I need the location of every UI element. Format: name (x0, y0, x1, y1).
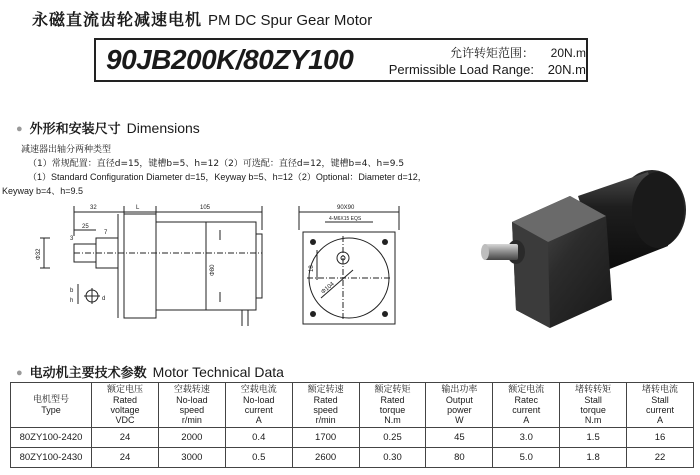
table-row (11, 448, 694, 468)
dim-phi32: Φ32 (36, 248, 42, 260)
cell-output-power: 80 (426, 448, 493, 468)
col-header-stall-current: 堵转电流 Stall current A (627, 383, 694, 428)
cell-rated-current: 3.0 (493, 428, 560, 448)
cell-rated-torque: 0.25 (359, 428, 426, 448)
model-box (94, 38, 588, 82)
cell-noload-current: 0.5 (225, 448, 292, 468)
cell-noload-current: 0.4 (225, 428, 292, 448)
side-view-drawing (30, 200, 308, 352)
cell-stall-current: 22 (627, 448, 694, 468)
cell-stall-current: 16 (627, 428, 694, 448)
col-header-noload-speed: 空载转速 No-load speed r/min (158, 383, 225, 428)
load-range-en (364, 62, 586, 77)
dimensions-heading (16, 118, 200, 137)
shaft-note-title: 减速器出轴分两种类型 (21, 145, 112, 155)
front-dim-pcd: Φ104 (320, 281, 336, 296)
front-dim-18: 18 (309, 265, 315, 272)
cell-rated-speed: 2600 (292, 448, 359, 468)
col-header-noload-current: 空载电流 No-load current A (225, 383, 292, 428)
cell-rated-voltage: 24 (92, 448, 159, 468)
dim-105: 105 (200, 205, 211, 211)
cell-rated-voltage: 24 (92, 428, 159, 448)
dimensions-heading-en: Dimensions (126, 120, 200, 136)
cell-output-power: 45 (426, 428, 493, 448)
cell-type: 80ZY100-2430 (11, 448, 92, 468)
table-row (11, 428, 694, 448)
cell-rated-torque: 0.30 (359, 448, 426, 468)
col-header-type: 电机型号 Type (11, 383, 92, 428)
cell-stall-torque: 1.8 (560, 448, 627, 468)
col-header-stall-torque: 堵转转矩 Stall torque N.m (560, 383, 627, 428)
cell-type: 80ZY100-2420 (11, 428, 92, 448)
tech-data-heading-cn: 电动机主要技术参数 (29, 366, 147, 381)
load-range-cn (364, 44, 586, 61)
model-code: 90JB200K/80ZY100 (106, 44, 354, 75)
dimensions-heading-cn: 外形和安装尺寸 (29, 122, 121, 137)
cell-noload-speed: 2000 (158, 428, 225, 448)
dim-32: 32 (90, 205, 97, 211)
front-hole-spec: 4-M6X15 EQS (329, 216, 362, 222)
col-header-rated-torque: 额定转矩 Rated torque N.m (359, 383, 426, 428)
page-title (32, 7, 372, 30)
dim-3: 3 (70, 236, 74, 242)
load-range-value-en: 20N.m (547, 62, 586, 77)
load-range-label-en: Permissible Load Range: (388, 62, 534, 77)
shaft-note-en: （1）Standard Configuration Diameter d=15，Keyway b=5、h=12（2）Optional：Diameter d=12， (28, 172, 427, 182)
dim-7: 7 (104, 230, 108, 236)
cell-noload-speed: 3000 (158, 448, 225, 468)
bullet-icon: ● (16, 123, 23, 135)
dim-b: b (70, 288, 74, 294)
dim-phi80: Φ80 (210, 264, 216, 276)
table-header-row (11, 383, 694, 428)
col-header-rated-voltage: 额定电压 Rated voltage VDC (92, 383, 159, 428)
tech-data-heading (16, 362, 284, 381)
tech-data-heading-en: Motor Technical Data (152, 364, 284, 380)
dim-d: d (102, 296, 106, 302)
shaft-note-cn: （1）常规配置：直径d=15，键槽b=5、h=12（2）可选配：直径d=12，键槽b=4、h=9.5 (28, 159, 405, 169)
cell-rated-current: 5.0 (493, 448, 560, 468)
title-english: PM DC Spur Gear Motor (208, 12, 373, 29)
front-dim-width: 90X90 (337, 205, 355, 211)
bullet-icon: ● (16, 367, 23, 379)
front-view-drawing (293, 200, 405, 330)
col-header-output-power: 输出功率 Output power W (426, 383, 493, 428)
motor-spec-table (10, 382, 694, 468)
dim-h: h (70, 298, 74, 304)
col-header-rated-speed: 额定转速 Rated speed r/min (292, 383, 359, 428)
dim-25: 25 (82, 224, 89, 230)
cell-rated-speed: 1700 (292, 428, 359, 448)
load-range-value-cn: 20N.m (550, 46, 586, 60)
title-chinese: 永磁直流齿轮减速电机 (32, 10, 203, 29)
dim-l: L (136, 205, 140, 211)
shaft-note-en-cont: Keyway b=4、h=9.5 (2, 186, 84, 196)
col-header-rated-current: 额定电流 Ratec current A (493, 383, 560, 428)
load-range-label-cn: 允许转矩范围： (449, 46, 534, 60)
motor-photo (478, 160, 698, 332)
cell-stall-torque: 1.5 (560, 428, 627, 448)
